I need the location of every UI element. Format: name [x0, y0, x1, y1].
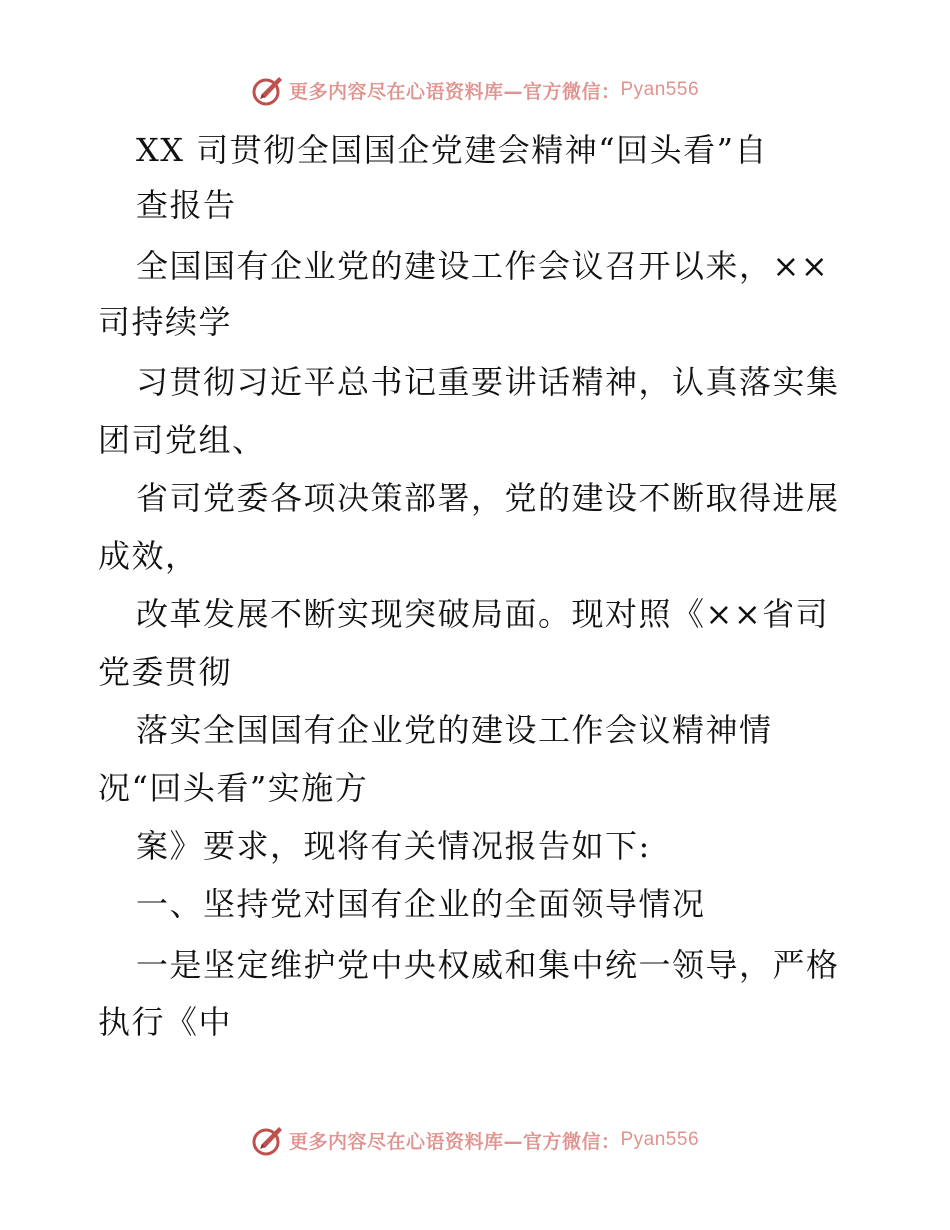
- header-banner-wechat-id: Pyan556: [620, 79, 700, 100]
- header-banner-text: 更多内容尽在心语资料库—官方微信：: [288, 80, 621, 103]
- doc-line-3: 全国国有企业党的建设工作会议召开以来，××: [136, 247, 830, 285]
- doc-line-4: 司持续学: [98, 303, 233, 341]
- doc-line-11: 落实全国国有企业党的建设工作会议精神情: [136, 711, 773, 749]
- footer-banner-text: 更多内容尽在心语资料库—官方微信：: [288, 1130, 621, 1153]
- footer-banner-wechat-id: Pyan556: [620, 1129, 700, 1150]
- doc-line-2: 查报告: [136, 186, 237, 224]
- doc-line-8: 成效，: [98, 537, 199, 575]
- doc-line-15: 一是坚定维护党中央权威和集中统一领导，严格: [136, 946, 840, 984]
- quill-logo-icon: [251, 1123, 285, 1157]
- doc-line-7: 省司党委各项决策部署，党的建设不断取得进展: [136, 479, 840, 517]
- quill-logo-icon: [251, 73, 285, 107]
- doc-line-5: 习贯彻习近平总书记重要讲话精神，认真落实集: [136, 363, 840, 401]
- doc-line-1: XX 司贯彻全国国企党建会精神“回头看”自: [136, 131, 768, 169]
- doc-line-6: 团司党组、: [98, 421, 266, 459]
- doc-line-16: 执行《中: [98, 1003, 233, 1041]
- doc-line-10: 党委贯彻: [98, 653, 233, 691]
- doc-line-14: 一、坚持党对国有企业的全面领导情况: [136, 885, 706, 923]
- doc-line-13: 案》要求，现将有关情况报告如下:: [136, 827, 651, 865]
- footer-banner: [0, 1120, 950, 1160]
- header-banner: [0, 70, 950, 110]
- doc-line-12: 况“回头看”实施方: [98, 769, 369, 807]
- doc-line-9: 改革发展不断实现突破局面。现对照《××省司: [136, 595, 830, 633]
